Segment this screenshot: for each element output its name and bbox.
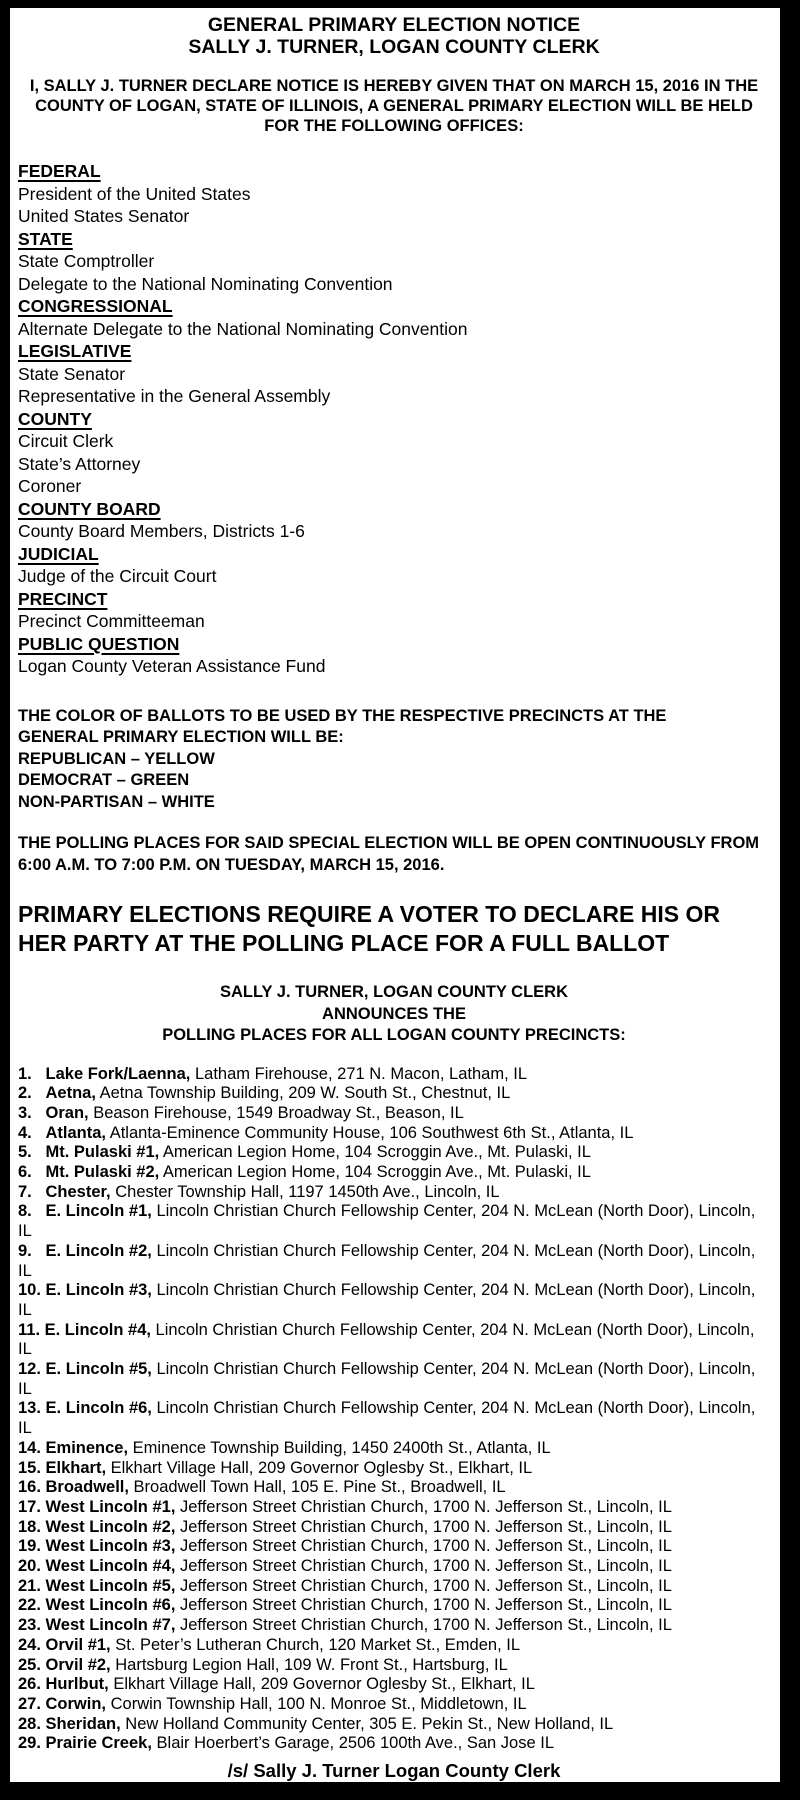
announcement-block xyxy=(18,982,770,1047)
place-address: Elkhart Village Hall, 209 Governor Oglesby St., Elkhart, IL xyxy=(108,1675,535,1694)
place-address: Latham Firehouse, 271 N. Macon, Latham, IL xyxy=(190,1064,528,1083)
notice-title-line1: GENERAL PRIMARY ELECTION NOTICE xyxy=(207,14,581,36)
office-line: COUNTY xyxy=(18,408,92,429)
place-address: Jefferson Street Christian Church, 1700 N. Jefferson St., Lincoln, IL xyxy=(175,1557,672,1576)
place-address: Hartsburg Legion Hall, 109 W. Front St., Hartsburg, IL xyxy=(110,1655,508,1674)
office-line: Logan County Veteran Assistance Fund xyxy=(18,656,326,676)
office-line: COUNTY BOARD xyxy=(18,498,161,519)
polling-place-item xyxy=(18,1577,770,1597)
announcement-line2: ANNOUNCES THE xyxy=(322,1004,466,1023)
office-line: Circuit Clerk xyxy=(18,431,114,451)
place-label: 9. E. Lincoln #2, xyxy=(18,1241,152,1260)
place-label: 22. West Lincoln #6, xyxy=(18,1596,176,1615)
office-line: Coroner xyxy=(18,476,82,496)
ballot-color-line: DEMOCRAT – GREEN xyxy=(18,771,190,789)
offices-list xyxy=(18,160,770,678)
polling-place-item xyxy=(18,1636,770,1656)
intro-paragraph: I, SALLY J. TURNER DECLARE NOTICE IS HEREBY GIVEN THAT ON MARCH 15, 2016 IN THE COUNTY OF LOGAN, STATE OF ILLINOIS, A GENERAL PRIMARY ELECTION WILL BE HELD FOR THE FOLLOWING OFFICES: xyxy=(29,77,759,135)
polling-place-item xyxy=(18,1321,770,1360)
polling-place-item xyxy=(18,1065,770,1085)
place-address: Aetna Township Building, 209 W. South St., Chestnut, IL xyxy=(95,1084,511,1103)
polling-place-item xyxy=(18,1656,770,1676)
polling-place-item xyxy=(18,1675,770,1695)
place-address: Jefferson Street Christian Church, 1700 N. Jefferson St., Lincoln, IL xyxy=(175,1517,672,1536)
place-address: Lincoln Christian Church Fellowship Center, 204 N. McLean (North Door), Lincoln, IL xyxy=(18,1281,756,1319)
polling-place-item xyxy=(18,1281,770,1320)
place-label: 14. Eminence, xyxy=(18,1438,129,1457)
office-line: United States Senator xyxy=(18,206,190,226)
place-label: 3. Oran, xyxy=(18,1103,89,1122)
polling-place-item xyxy=(18,1518,770,1538)
place-label: 16. Broadwell, xyxy=(18,1478,129,1497)
place-address: Broadwell Town Hall, 105 E. Pine St., Broadwell, IL xyxy=(128,1478,506,1497)
office-line: Alternate Delegate to the National Nominating Convention xyxy=(18,318,468,339)
place-address: St. Peter’s Lutheran Church, 120 Market St., Emden, IL xyxy=(110,1635,521,1654)
place-address: Jefferson Street Christian Church, 1700 N. Jefferson St., Lincoln, IL xyxy=(175,1616,672,1635)
polling-place-item xyxy=(18,1399,770,1438)
signature-line: /s/ Sally J. Turner Logan County Clerk xyxy=(227,1760,561,1782)
polling-place-item xyxy=(18,1537,770,1557)
polling-place-item xyxy=(18,1084,770,1104)
place-address: Atlanta-Eminence Community House, 106 Southwest 6th St., Atlanta, IL xyxy=(106,1123,634,1142)
office-line: LEGISLATIVE xyxy=(18,341,132,361)
polling-places-list xyxy=(18,1065,770,1755)
office-line: CONGRESSIONAL xyxy=(18,296,173,316)
announcement-line3: POLLING PLACES FOR ALL LOGAN COUNTY PRECINCTS: xyxy=(162,1026,626,1044)
office-line: State’s Attorney xyxy=(18,453,141,474)
place-label: 25. Orvil #2, xyxy=(18,1655,111,1674)
polling-place-item xyxy=(18,1124,770,1144)
polling-place-item xyxy=(18,1557,770,1577)
place-label: 21. West Lincoln #5, xyxy=(18,1576,176,1595)
place-label: 8. E. Lincoln #1, xyxy=(18,1202,152,1221)
polling-place-item xyxy=(18,1104,770,1124)
polling-hours-paragraph: THE POLLING PLACES FOR SAID SPECIAL ELECTION WILL BE OPEN CONTINUOUSLY FROM 6:00 A.M. TO 7:00 P.M. ON TUESDAY, MARCH 15, 2016. xyxy=(18,834,760,874)
office-line: FEDERAL xyxy=(18,161,101,181)
notice-title-line2: SALLY J. TURNER, LOGAN COUNTY CLERK xyxy=(188,36,600,58)
place-address: Jefferson Street Christian Church, 1700 N. Jefferson St., Lincoln, IL xyxy=(175,1537,672,1556)
notice-paper xyxy=(10,8,780,1782)
place-label: 26. Hurlbut, xyxy=(18,1675,109,1694)
office-line: PUBLIC QUESTION xyxy=(18,633,180,654)
office-line: PRECINCT xyxy=(18,588,108,609)
place-label: 5. Mt. Pulaski #1, xyxy=(18,1143,160,1162)
polling-place-item xyxy=(18,1695,770,1715)
place-address: Jefferson Street Christian Church, 1700 N. Jefferson St., Lincoln, IL xyxy=(175,1576,672,1595)
place-address: American Legion Home, 104 Scroggin Ave., Mt. Pulaski, IL xyxy=(159,1163,591,1182)
polling-place-item xyxy=(18,1478,770,1498)
polling-place-item xyxy=(18,1498,770,1518)
polling-place-item xyxy=(18,1163,770,1183)
office-line: State Senator xyxy=(18,363,126,384)
ballot-colors-paragraph: THE COLOR OF BALLOTS TO BE USED BY THE RESPECTIVE PRECINCTS AT THE GENERAL PRIMARY ELECTION WILL BE: xyxy=(18,706,667,746)
place-label: 1. Lake Fork/Laenna, xyxy=(18,1064,191,1083)
place-label: 24. Orvil #1, xyxy=(18,1635,111,1654)
place-label: 11. E. Lincoln #4, xyxy=(18,1320,151,1339)
ballot-color-line: REPUBLICAN – YELLOW xyxy=(18,749,215,768)
place-label: 29. Prairie Creek, xyxy=(18,1734,152,1753)
polling-place-item xyxy=(18,1459,770,1479)
place-address: Lincoln Christian Church Fellowship Center, 204 N. McLean (North Door), Lincoln, IL xyxy=(18,1399,756,1438)
place-label: 17. West Lincoln #1, xyxy=(18,1497,176,1516)
place-label: 2. Aetna, xyxy=(18,1084,96,1103)
place-label: 7. Chester, xyxy=(18,1182,111,1201)
office-line: Representative in the General Assembly xyxy=(18,386,331,406)
place-label: 15. Elkhart, xyxy=(18,1458,107,1477)
place-label: 23. West Lincoln #7, xyxy=(18,1616,176,1635)
place-address: Chester Township Hall, 1197 1450th Ave., Lincoln, IL xyxy=(110,1182,500,1201)
place-address: Lincoln Christian Church Fellowship Center, 204 N. McLean (North Door), Lincoln, IL xyxy=(18,1202,756,1241)
place-address: Lincoln Christian Church Fellowship Center, 204 N. McLean (North Door), Lincoln, IL xyxy=(18,1241,756,1280)
place-label: 10. E. Lincoln #3, xyxy=(18,1281,152,1300)
place-address: New Holland Community Center, 305 E. Pekin St., New Holland, IL xyxy=(120,1714,614,1733)
place-address: Lincoln Christian Church Fellowship Center, 204 N. McLean (North Door), Lincoln, IL xyxy=(18,1320,755,1359)
ballot-colors-list xyxy=(18,749,770,814)
place-address: Corwin Township Hall, 100 N. Monroe St., Middletown, IL xyxy=(106,1695,527,1713)
place-label: 4. Atlanta, xyxy=(18,1123,107,1142)
office-line: President of the United States xyxy=(18,183,251,204)
place-address: Beason Firehouse, 1549 Broadway St., Beason, IL xyxy=(88,1103,464,1122)
office-line: Judge of the Circuit Court xyxy=(18,566,217,586)
polling-place-item xyxy=(18,1360,770,1399)
polling-place-item xyxy=(18,1715,770,1735)
notice-title xyxy=(18,14,770,58)
place-label: 12. E. Lincoln #5, xyxy=(18,1360,152,1379)
place-address: Jefferson Street Christian Church, 1700 N. Jefferson St., Lincoln, IL xyxy=(175,1497,672,1516)
place-address: Blair Hoerbert’s Garage, 2506 100th Ave., San Jose IL xyxy=(151,1734,554,1753)
office-line: County Board Members, Districts 1-6 xyxy=(18,521,305,541)
place-address: American Legion Home, 104 Scroggin Ave., Mt. Pulaski, IL xyxy=(159,1143,591,1162)
place-label: 27. Corwin, xyxy=(18,1695,107,1713)
announcement-line1: SALLY J. TURNER, LOGAN COUNTY CLERK xyxy=(219,983,569,1001)
office-line: Delegate to the National Nominating Convention xyxy=(18,273,393,294)
office-line: State Comptroller xyxy=(18,251,155,271)
place-label: 6. Mt. Pulaski #2, xyxy=(18,1163,160,1182)
office-line: JUDICIAL xyxy=(18,543,99,564)
polling-place-item xyxy=(18,1202,770,1241)
party-declaration-heading: PRIMARY ELECTIONS REQUIRE A VOTER TO DECLARE HIS OR HER PARTY AT THE POLLING PLACE FOR A FULL BALLOT xyxy=(18,901,720,956)
place-address: Lincoln Christian Church Fellowship Center, 204 N. McLean (North Door), Lincoln, IL xyxy=(18,1360,756,1398)
place-address: Eminence Township Building, 1450 2400th St., Atlanta, IL xyxy=(128,1438,551,1457)
office-line: Precinct Committeeman xyxy=(18,611,205,631)
polling-place-item xyxy=(18,1183,770,1203)
place-address: Elkhart Village Hall, 209 Governor Oglesby St., Elkhart, IL xyxy=(106,1458,533,1477)
office-line: STATE xyxy=(18,228,73,249)
polling-place-item xyxy=(18,1242,770,1281)
polling-place-item xyxy=(18,1734,770,1754)
place-label: 20. West Lincoln #4, xyxy=(18,1557,176,1576)
polling-place-item xyxy=(18,1596,770,1616)
place-address: Jefferson Street Christian Church, 1700 N. Jefferson St., Lincoln, IL xyxy=(175,1596,672,1615)
polling-place-item xyxy=(18,1143,770,1163)
polling-place-item xyxy=(18,1439,770,1459)
ballot-color-line: NON-PARTISAN – WHITE xyxy=(18,792,215,811)
place-label: 28. Sheridan, xyxy=(18,1714,121,1733)
place-label: 13. E. Lincoln #6, xyxy=(18,1399,152,1418)
place-label: 19. West Lincoln #3, xyxy=(18,1537,176,1556)
polling-place-item xyxy=(18,1616,770,1636)
place-label: 18. West Lincoln #2, xyxy=(18,1517,176,1536)
